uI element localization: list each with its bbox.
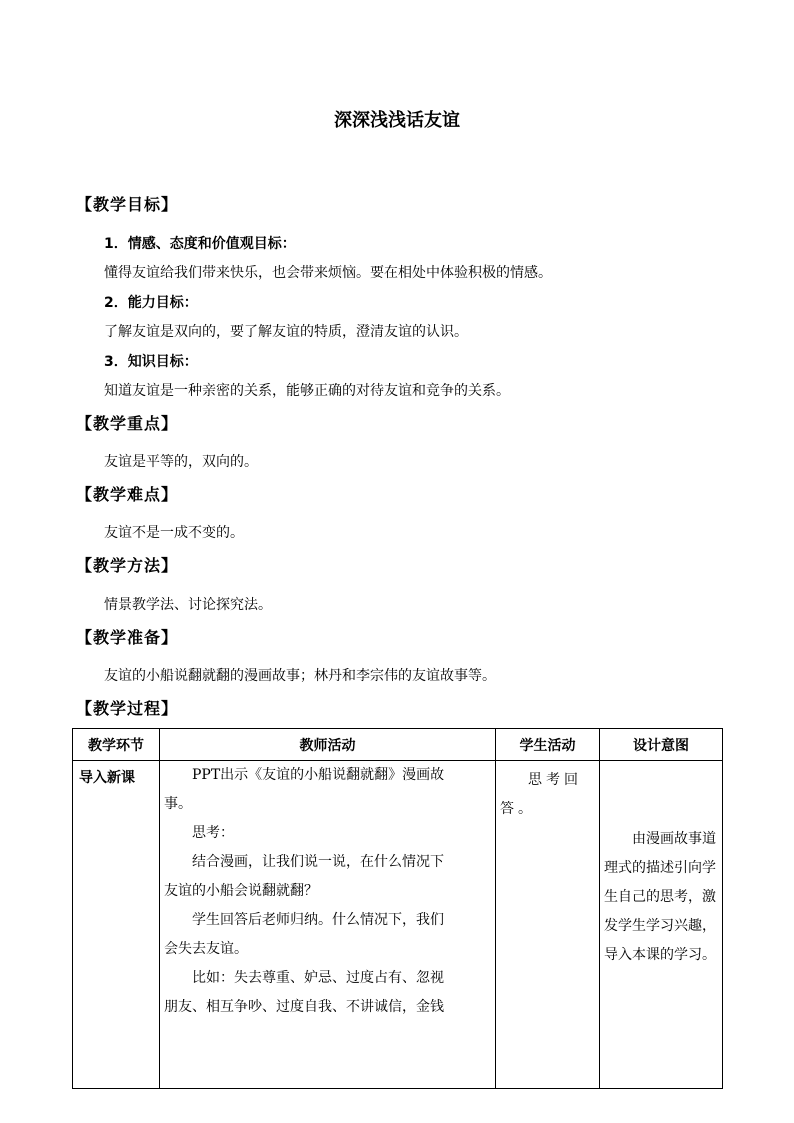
column-header-teacher: 教师活动 bbox=[160, 729, 496, 761]
objective-3-label: 3．知识目标： bbox=[104, 354, 198, 370]
stage-cell: 导入新课 bbox=[73, 761, 160, 1089]
column-header-design: 设计意图 bbox=[600, 729, 723, 761]
teacher-line: 学生回答后老师归纳。什么情况下，我们 bbox=[192, 912, 444, 928]
design-intent-text: 由漫画故事道理式的描述引向学生自己的思考，激发学生学习兴趣，导入本课的学习。 bbox=[604, 831, 716, 963]
objective-1-text: 懂得友谊给我们带来快乐，也会带来烦恼。要在相处中体验积极的情感。 bbox=[104, 265, 552, 281]
objective-1-label: 1．情感、态度和价值观目标： bbox=[104, 236, 296, 252]
teacher-line: 朋友、相互争吵、过度自我、不讲诚信，金钱 bbox=[164, 999, 444, 1015]
objective-2-text: 了解友谊是双向的，要了解友谊的特质，澄清友谊的认识。 bbox=[104, 324, 468, 340]
teacher-line: 思考： bbox=[192, 825, 234, 841]
objective-3-text: 知道友谊是一种亲密的关系，能够正确的对待友谊和竞争的关系。 bbox=[104, 383, 510, 399]
document-title: 深深浅浅话友谊 bbox=[334, 110, 460, 131]
heading-methods: 【教学方法】 bbox=[76, 556, 179, 575]
design-intent-cell bbox=[600, 761, 723, 1089]
heading-key-points: 【教学重点】 bbox=[76, 414, 179, 433]
key-points-text: 友谊是平等的，双向的。 bbox=[104, 454, 258, 470]
heading-process: 【教学过程】 bbox=[76, 699, 179, 718]
difficulties-text: 友谊不是一成不变的。 bbox=[104, 525, 244, 541]
table-header-row bbox=[73, 729, 723, 761]
heading-objectives: 【教学目标】 bbox=[76, 195, 179, 214]
teaching-process-table bbox=[72, 728, 723, 1089]
student-activity-text: 思考回答。 bbox=[500, 772, 582, 817]
table-row bbox=[73, 761, 723, 1089]
column-header-stage: 教学环节 bbox=[73, 729, 160, 761]
objective-2-label: 2．能力目标： bbox=[104, 295, 198, 311]
teacher-line: 事。 bbox=[164, 796, 192, 812]
teacher-line: 比如：失去尊重、妒忌、过度占有、忽视 bbox=[192, 970, 444, 986]
methods-text: 情景教学法、讨论探究法。 bbox=[104, 597, 272, 613]
teacher-activity-cell bbox=[160, 761, 496, 1089]
heading-difficulties: 【教学难点】 bbox=[76, 485, 179, 504]
teacher-line: 友谊的小船会说翻就翻？ bbox=[164, 883, 318, 899]
teacher-line: 结合漫画，让我们说一说，在什么情况下 bbox=[192, 854, 444, 870]
heading-preparation: 【教学准备】 bbox=[76, 628, 179, 647]
teacher-line: PPT出示《友谊的小船说翻就翻》漫画故 bbox=[192, 767, 445, 783]
column-header-student: 学生活动 bbox=[496, 729, 600, 761]
preparation-text: 友谊的小船说翻就翻的漫画故事；林丹和李宗伟的友谊故事等。 bbox=[104, 668, 496, 684]
teacher-line: 会失去友谊。 bbox=[164, 941, 248, 957]
student-activity-cell bbox=[496, 761, 600, 1089]
